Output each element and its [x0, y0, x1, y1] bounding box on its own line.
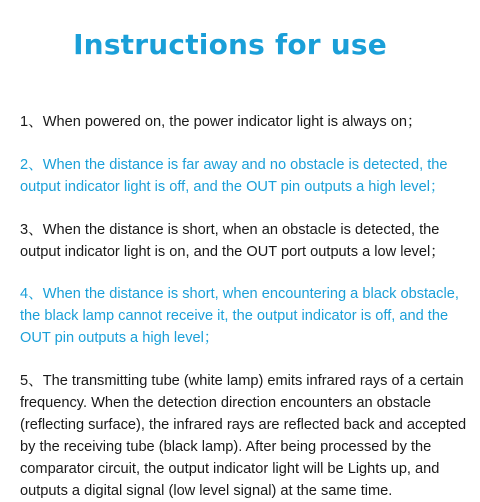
instruction-2: 2、When the distance is far away and no obstacle is detected, the output indicator light is off, and the OUT pin outputs a high level； [20, 157, 448, 195]
instruction-5: 5、The transmitting tube (white lamp) emits infrared rays of a certain frequency. When the detection direction encounters an obstacle (reflecting surface), the infrared rays are reflected back and accepted by the receiving tube (black lamp). After being processed by the comparator circuit, the output indicator light will be Lights up, and outputs a digital signal (low level signal) at the same time. [20, 373, 467, 499]
page-title: Instructions for use [73, 28, 387, 61]
instruction-4: 4、When the distance is short, when encountering a black obstacle, the black lamp cannot receive it, the output indicator is off, and the OUT pin outputs a high level； [20, 286, 459, 346]
instruction-3: 3、When the distance is short, when an obstacle is detected, the output indicator light is on, and the OUT port outputs a low level； [20, 222, 445, 260]
instruction-1: 1、When powered on, the power indicator light is always on； [20, 114, 422, 130]
